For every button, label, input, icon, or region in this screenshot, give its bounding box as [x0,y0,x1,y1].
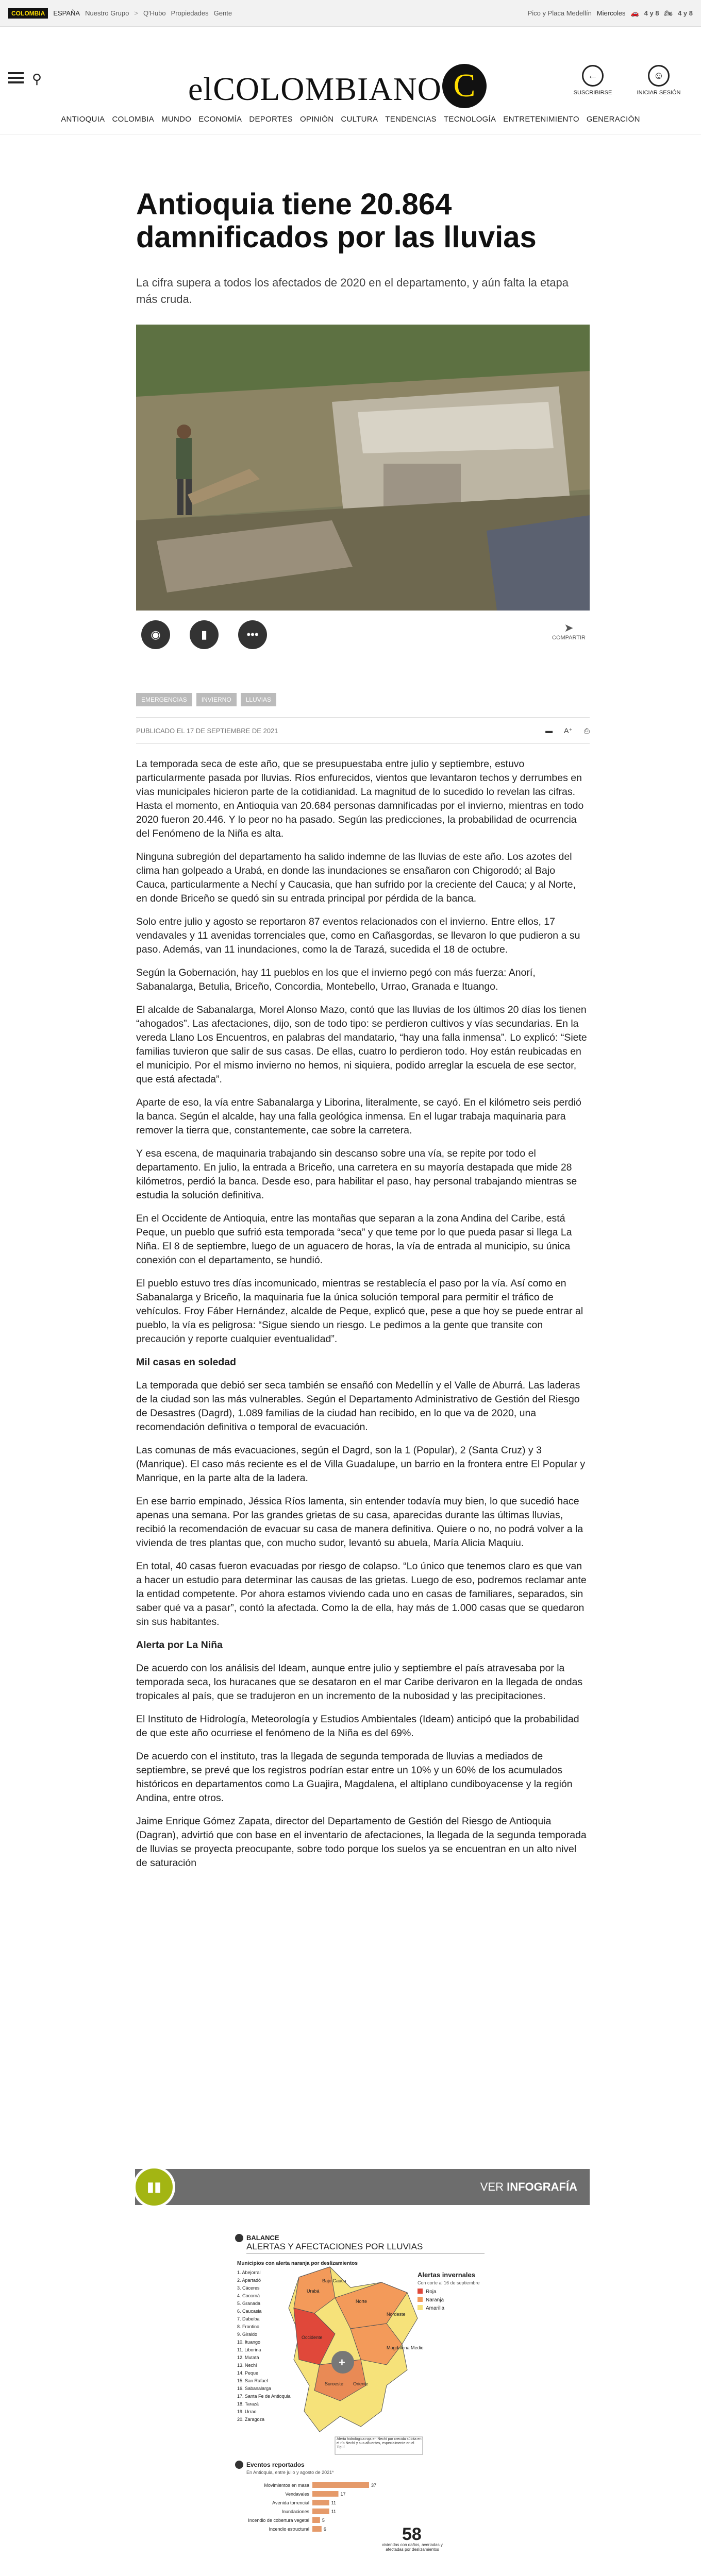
ig-region-label: Magdalena Medio [387,2345,424,2350]
site-logo[interactable]: elCOLOMBIANO [188,71,442,107]
pico-placa-moto: 4 y 8 [678,9,693,17]
body-paragraph: Las comunas de más evacuaciones, según el Dagrd, son la 1 (Popular), 2 (Santa Cruz) y 3 (Manrique). El caso más reciente es el de Villa Guadalupe, un barrio en la frontera entre El Popular y Manrique, en la parte alta de la ladera. [136,1445,586,1484]
ig-municipio-item: 20. Zaragoza [237,2417,265,2422]
body-paragraph: Ninguna subregión del departamento ha salido indemne de las lluvias de este año. Los azotes del clima han golpeado a Urabá, en donde las inundaciones se ensañaron con Chigorodó; al Bajo Cauca, particularmente a Nechí y Caucasia, que han sufrido por la creciente del Cauca; y al Norte, en donde Briceño se quedó sin su entrada principal por pérdida de la banca. [136,851,576,904]
landslide-photo [136,325,590,611]
nav-item-tecnologia[interactable]: TECNOLOGÍA [443,115,496,124]
svg-text:+: + [339,2356,345,2369]
pico-placa [528,9,693,18]
article-body [136,757,590,1879]
top-bar [0,0,701,27]
ig-municipio-item: 6. Caucasia [237,2309,262,2314]
infographic-link-bold: INFOGRAFÍA [507,2180,577,2193]
site-header [0,27,701,107]
ig-region-label: Nordeste [387,2312,406,2317]
ig-municipio-item: 4. Cocorná [237,2293,260,2298]
subscribe-button[interactable] [562,65,624,96]
link-separator: > [134,9,138,17]
login-button[interactable] [628,65,690,96]
ig-region-label: Suroeste [325,2381,344,2386]
toggle-icon[interactable]: ▬ [545,726,553,735]
link-gente[interactable]: Gente [213,9,232,17]
nav-item-antioquia[interactable]: ANTIOQUIA [61,115,105,124]
published-date: PUBLICADO EL 17 DE SEPTIEMBRE DE 2021 [136,726,278,735]
ig-event-bar [312,2491,339,2497]
nav-item-mundo[interactable]: MUNDO [161,115,192,124]
ig-municipio-item: 13. Nechí [237,2363,257,2368]
ig-municipio-item: 5. Granada [237,2301,261,2306]
body-paragraph: Solo entre julio y agosto se reportaron 87 eventos relacionados con el invierno. Entre ellos, 17 vendavales y 11 avenidas torrenciales que, como en Cañasgordas, se llevaron lo que pudieron a su paso. Además, van 11 inundaciones, como la de Tarazá, sucedida el 18 de octubre. [136,916,580,955]
ig-event-bar [312,2517,320,2523]
ig-municipio-item: 10. Ituango [237,2340,261,2345]
infographic [232,2231,490,2576]
balance-icon [235,2234,243,2242]
pico-placa-day: Miercoles [596,9,626,17]
ig-event-value: 5 [322,2518,325,2523]
body-paragraph: La temporada seca de este año, que se presupuestaba entre julio y septiembre, estuvo particularmente pasada por lluvias. Ríos enfurecidos, vientos que levantaron techos y derrumbes en vías municipales hicieron parte de la cotidianidad. La magnitud de lo sucedido lo revelan las cifras. Hasta el momento, en Antioquia van 20.684 personas damnificadas por el invierno, mientras en todo 2020 fueron 20.446. Y lo peor no ha pasado. Según las predicciones, la probabilidad de ocurrencia del Fenómeno de la Niña es alta. [136,758,584,839]
ig-region-label: Urabá [307,2289,320,2294]
tag-emergencias[interactable]: EMERGENCIAS [136,693,192,706]
camera-icon[interactable]: ◉ [141,620,170,649]
ig-legend-naranja: Naranja [426,2297,444,2303]
ig-event-label: Vendavales [285,2492,309,2497]
tag-lluvias[interactable]: LLUVIAS [241,693,276,706]
pico-placa-car: 4 y 8 [644,9,659,17]
ig-event-value: 11 [331,2500,337,2505]
body-paragraph: En ese barrio empinado, Jéssica Ríos lamenta, sin entender todavía muy bien, lo que sucedió hace apenas una semana. Por las grandes grietas de su casa, aparecidas durante las últimas lluvias, recibió la recomendación de evacuar su casa de manera definitiva. Quiere o no, no podrá volver a la vivienda de tres plantas que, con mucho sudor, levantó su abuela, María Alicia Maquiu. [136,1496,583,1549]
article-tags [136,693,276,706]
body-paragraph: Jaime Enrique Gómez Zapata, director del Departamento de Gestión del Riesgo de Antioquia (Dagran), advirtió que con base en el inventario de afectaciones, la llegada de la segunda temporada de lluvias se proyecta preocupante, sobre todo porque los suelos ya se encuentran en un alto nivel de saturación [136,1816,587,1869]
ig-event-label: Inundaciones [281,2509,309,2514]
logo-mark[interactable]: C [442,64,487,108]
article-title: Antioquia tiene 20.864 damnificados por las lluvias [136,188,537,254]
body-paragraph: La temporada que debió ser seca también se ensañó con Medellín y el Valle de Aburrá. Las laderas de la ciudad son las más vulnerables. Según el Departamento Administrativo de Gestión del Riesgo de Desastres (Dagrd), 1.089 familias de la ciudad han recibido, en lo que va de 2020, una recomendación definitiva o temporal de evacuación. [136,1380,580,1433]
ig-municipio-item: 8. Frontino [237,2324,260,2329]
ig-events-sub: En Antioquia, entre julio y agosto de 2021* [246,2470,334,2475]
nav-item-cultura[interactable]: CULTURA [341,115,378,124]
body-subtitle: Mil casas en soledad [136,1357,237,1368]
link-propiedades[interactable]: Propiedades [171,9,209,17]
ig-region-label: Oriente [353,2381,369,2386]
ig-event-value: 6 [323,2527,326,2532]
ig-legend-sub: Con corte al 16 de septiembre [418,2280,480,2285]
nav-item-opinion[interactable]: OPINIÓN [299,115,334,124]
infographic-bar[interactable] [135,2169,590,2205]
ig-municipio-item: 9. Giraldo [237,2332,258,2337]
ig-event-label: Incendio de cobertura vegetal [248,2518,309,2523]
print-icon[interactable]: ⎙ [583,726,590,735]
ig-big-caption [381,2543,443,2563]
ig-title: ALERTAS Y AFECTACIONES POR LLUVIAS [246,2242,423,2251]
ig-municipio-item: 19. Urrao [237,2409,257,2414]
car-icon: 🚗 [630,9,639,17]
main-nav [0,104,701,135]
ig-event-label: Incendio estructural [269,2527,309,2532]
ig-event-bar [312,2526,322,2532]
ig-legend-roja: Roja [426,2289,437,2295]
share-button[interactable] [552,621,586,641]
ig-kicker: BALANCE [246,2234,279,2242]
edition-espana[interactable]: ESPAÑA [53,9,80,17]
body-paragraph: En el Occidente de Antioquia, entre las montañas que separan a la zona Andina del Caribe, está Peque, un pueblo que sufrió esta temporada “seca” y que teme por lo que pueda pasar si llega La Niña. El 8 de septiembre, luego de un aguacero de horas, la vía de entrada al municipio, su única conexión con el departamento, se hundió. [136,1213,572,1266]
ig-event-bar [312,2500,329,2505]
ig-big-number: 58 [402,2524,422,2544]
nav-item-entretenimiento[interactable]: ENTRETENIMIENTO [503,115,579,124]
ig-big-caption-text: viviendas con daños, averiadas y afectadas por deslizamientos [382,2543,443,2552]
ig-list-title: Municipios con alerta naranja por deslizamientos [237,2261,358,2266]
article-header [136,188,590,308]
font-size-button[interactable]: A⁺ [564,726,573,735]
ig-municipio-item: 3. Cáceres [237,2285,260,2291]
link-qhubo[interactable]: Q'Hubo [143,9,166,17]
ig-municipio-item: 12. Mutatá [237,2355,259,2360]
body-paragraph: De acuerdo con los análisis del Ideam, aunque entre julio y septiembre el país atravesaba por la temporada seca, los huracanes que se desataron en el mar Caribe derivaron en la llegada de ondas tropicales al país, que se tradujeron en un incremento de la nubosidad y las precipitaciones. [136,1663,583,1702]
ig-region-label: Bajo Cauca [322,2278,346,2283]
subscribe-label: SUSCRIBIRSE [573,90,612,96]
ig-legend-title: Alertas invernales [418,2271,476,2279]
body-paragraph: Según la Gobernación, hay 11 pueblos en los que el invierno pegó con más fuerza: Anorí, Sabanalarga, Betulia, Briceño, Concordia, Montebello, Urrao, Granada e Ituango. [136,967,536,992]
chart-icon[interactable]: ▮ [190,620,219,649]
body-paragraph: El alcalde de Sabanalarga, Morel Alonso Mazo, contó que las lluvias de los últimos 20 días los tienen “ahogados”. Las afectaciones, dijo, son de todo tipo: se perdieron cultivos y vías secundarias. En la vereda Llano Los Encuentros, en palabras del mandatario, “hay una falla inmensa”. Lo explicó: “Siete familias tuvieron que salir de sus casas. De ellas, cuatro lo perdieron todo. Hoy están reubicadas en el municipio. Por el mismo invierno no hemos, ni siquiera, podido arreglar la escuela de ese sector, que está afectada”. [136,1004,587,1085]
ig-event-value: 17 [340,2492,346,2497]
search-icon[interactable]: ⚲ [32,71,42,87]
ig-municipio-item: 2. Apartadó [237,2278,261,2283]
ig-note-text: Alerta hidrológica roja en Nechí por crecida súbita en el río Nechí y sus afluentes, especialmente en el Tigüí [337,2437,422,2449]
body-subtitle: Alerta por La Niña [136,1639,223,1651]
body-paragraph: El pueblo estuvo tres días incomunicado, mientras se restablecía el paso por la vía. Así como en Sabanalarga y Briceño, la maquinaria fue la única solución temporal para permitir el tráfico de vehículos. Froy Fáber Hernández, alcalde de Peque, explicó que, pese a que hoy se puede entrar al pueblo, la vía es peligrosa: “Sigue siendo un riesgo. Le pedimos a la gente que transite con precaución y reporte cualquier eventualidad”. [136,1278,583,1345]
user-icon: ☺ [648,65,670,87]
body-paragraph: De acuerdo con el instituto, tras la llegada de segunda temporada de lluvias a mediados de septiembre, se prevé que los registros podrían estar entre un 10% y un 60% de los acumulados históricos en departamentos como La Guajira, Magdalena, el altiplano cundiboyacense y la región Andina, entre otros. [136,1751,573,1804]
ig-municipio-item: 18. Tarazá [237,2401,259,2406]
media-tools [136,618,590,654]
ig-event-label: Movimientos en masa [264,2483,309,2488]
tag-invierno[interactable]: INVIERNO [196,693,237,706]
ig-municipio-item: 15. San Rafael [237,2378,268,2383]
nav-item-generacion[interactable]: GENERACIÓN [586,115,640,124]
infographic-link-pre: VER [480,2180,507,2193]
ig-region-label: Norte [356,2299,368,2304]
body-paragraph: El Instituto de Hidrología, Meteorología y Estudios Ambientales (Ideam) anticipó que la probabilidad de que este año ocurriese el fenómeno de la Niña es del 69%. [136,1714,579,1739]
ig-event-value: 37 [371,2483,377,2488]
infographic-link[interactable] [480,2180,577,2194]
nav-item-tendencias[interactable]: TENDENCIAS [385,115,437,124]
ig-event-value: 11 [331,2509,337,2514]
ig-municipio-item: 1. Abejorral [237,2270,261,2275]
edition-colombia[interactable]: COLOMBIA [8,8,48,19]
moto-icon: 🏍 [664,9,673,17]
ig-municipio-item: 16. Sabanalarga [237,2386,272,2391]
ig-events-title: Eventos reportados [246,2461,305,2468]
ig-municipio-item: 7. Dabeiba [237,2316,260,2321]
share-label: COMPARTIR [552,635,586,641]
ig-municipio-item: 14. Peque [237,2370,259,2376]
nav-item-economia[interactable]: ECONOMÍA [198,115,242,124]
body-paragraph: En total, 40 casas fueron evacuadas por riesgo de colapso. “Lo único que tenemos claro es que van a hacer un estudio para determinar las causas de las grietas. Luego de eso, podremos reclamar ante la entidad competente. Por ahora estamos viviendo cada uno en casas de familiares, separados, sin saber qué va a pasar”, contó la afectada. Como la de ella, hay más de 1.000 casas que se quedaron sin sus habitantes. [136,1561,587,1628]
pico-placa-region: Pico y Placa Medellín [527,9,592,17]
login-label: INICIAR SESIÓN [637,90,681,96]
reading-tools [545,726,590,735]
ig-municipio-item: 17. Santa Fe de Antioquia [237,2394,291,2399]
body-paragraph: Y esa escena, de maquinaria trabajando sin descanso sobre una vía, se repite por todo el departamento. En julio, la entrada a Briceño, una carretera en su mayoría destapada que mide 28 kilómetros, perdió la banca. Desde eso, para habilitar el paso, hay personal trabajando mientras se estudia la solución definitiva. [136,1148,577,1201]
link-nuestro-grupo[interactable]: Nuestro Grupo [85,9,129,17]
subscribe-icon: ← [582,65,604,87]
ig-event-bar [312,2509,329,2514]
ig-legend-amarilla: Amarilla [426,2306,445,2311]
ig-note [337,2437,422,2454]
article-lead: La cifra supera a todos los afectados de 2020 en el departamento, y aún falta la etapa más cruda. [136,276,569,306]
ig-event-bar [312,2482,369,2488]
menu-icon[interactable] [8,72,24,86]
ig-municipio-item: 11. Liborina [237,2347,261,2352]
nav-item-deportes[interactable]: DEPORTES [249,115,293,124]
body-paragraph: Aparte de eso, la vía entre Sabanalarga y Liborina, literalmente, se cayó. En el kilómetro seis perdió la banca. Según el alcalde, hay una falla geológica inmensa. En el lugar trabaja maquinaria para remover la tierra que, constantemente, cae sobre la carretera. [136,1097,581,1136]
nav-item-colombia[interactable]: COLOMBIA [112,115,155,124]
share-icon: ➤ [564,621,574,634]
ig-event-label: Avenida torrencial [272,2500,309,2505]
more-icon[interactable]: ••• [238,620,267,649]
ig-region-label: Occidente [302,2335,323,2340]
warning-icon [235,2461,243,2469]
infographic-svg [232,2231,490,2576]
published-row [136,717,590,744]
bar-chart-icon: ▮▮ [133,2166,175,2208]
main-photo[interactable] [136,325,590,611]
